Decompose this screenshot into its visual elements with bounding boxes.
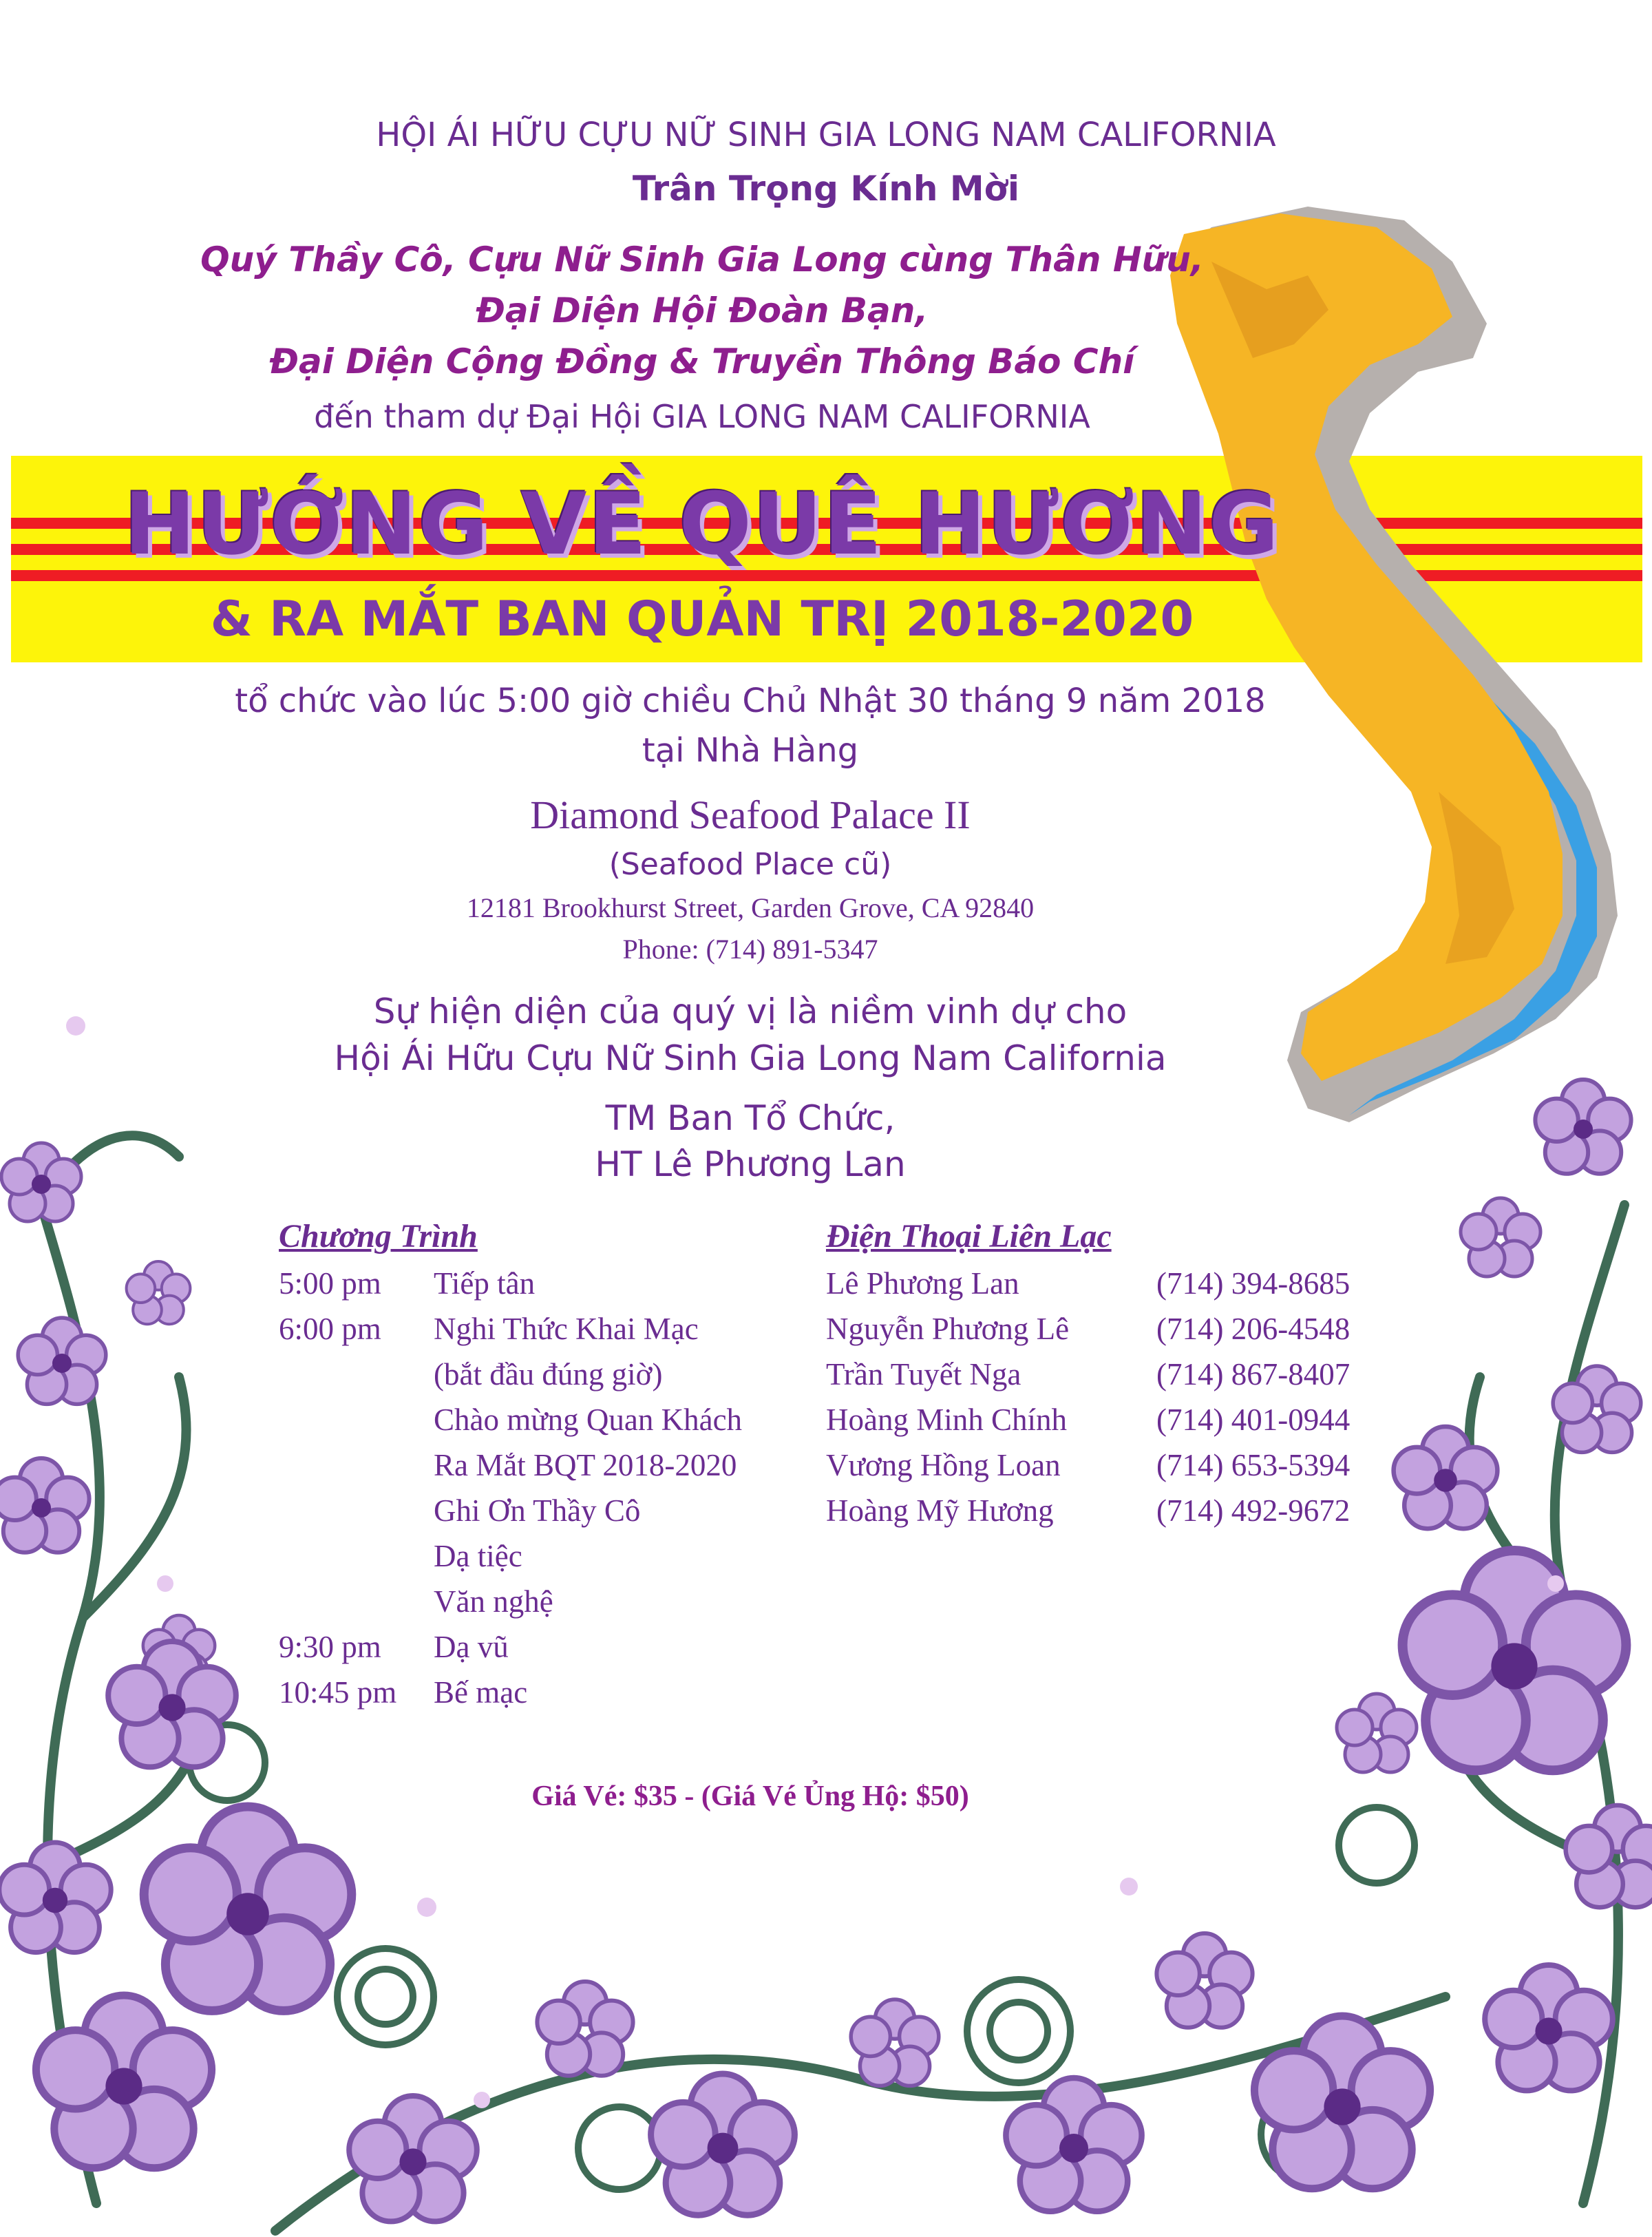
program-item: (bắt đầu đúng giờ): [434, 1357, 663, 1391]
contact-name: Hoàng Mỹ Hương: [826, 1493, 1054, 1528]
invited-guests-line-3: Đại Diện Cộng Đồng & Truyền Thông Báo Chí: [269, 342, 1135, 381]
ticket-price: Giá Vé: $35 - (Giá Vé Ủng Hộ: $50): [531, 1781, 969, 1812]
invited-guests-line-1: Quý Thầy Cô, Cựu Nữ Sinh Gia Long cùng Thân Hữu,: [200, 240, 1204, 280]
program-time: 9:30 pm: [279, 1630, 381, 1664]
program-time: 6:00 pm: [279, 1312, 381, 1346]
program-item: Nghi Thức Khai Mạc: [434, 1312, 699, 1346]
contacts-heading: Điện Thoại Liên Lạc: [826, 1218, 1112, 1254]
program-item: Ghi Ơn Thầy Cô: [434, 1493, 641, 1528]
contact-name: Nguyễn Phương Lê: [826, 1312, 1070, 1346]
invitation-line: Trân Trọng Kính Mời: [632, 169, 1020, 209]
restaurant-address: 12181 Brookhurst Street, Garden Grove, CA 92840: [466, 892, 1035, 923]
program-time: 10:45 pm: [279, 1675, 397, 1710]
banner-subtitle: & RA MẮT BAN QUẢN TRỊ 2018-2020: [210, 591, 1194, 647]
honor-line-1: Sự hiện diện của quý vị là niềm vinh dự cho: [373, 991, 1127, 1031]
program-item: Dạ tiệc: [434, 1539, 522, 1573]
restaurant-phone: Phone: (714) 891-5347: [622, 934, 878, 965]
signature-line-2: HT Lê Phương Lan: [595, 1144, 906, 1184]
invited-guests-line-2: Đại Diện Hội Đoàn Bạn,: [476, 291, 929, 330]
program-item: Ra Mắt BQT 2018-2020: [434, 1448, 737, 1482]
program-item: Tiếp tân: [434, 1266, 536, 1301]
restaurant-name: Diamond Seafood Palace II: [530, 792, 971, 837]
restaurant-old-name: (Seafood Place cũ): [608, 847, 892, 882]
floral-decoration: [0, 1016, 1652, 2231]
honor-line-2: Hội Ái Hữu Cựu Nữ Sinh Gia Long Nam California: [334, 1038, 1167, 1078]
contact-phone: (714) 653-5394: [1156, 1448, 1351, 1482]
program-item: Chào mừng Quan Khách: [434, 1403, 743, 1437]
contact-name: Vương Hồng Loan: [826, 1448, 1061, 1482]
contact-phone: (714) 492-9672: [1156, 1493, 1351, 1528]
contact-phone: (714) 401-0944: [1156, 1403, 1351, 1437]
program-item: Văn nghệ: [434, 1584, 553, 1619]
contact-name: Trần Tuyết Nga: [826, 1357, 1021, 1391]
attend-line: đến tham dự Đại Hội GIA LONG NAM CALIFORNIA: [314, 398, 1090, 435]
venue-intro: tại Nhà Hàng: [642, 731, 859, 770]
contact-name: Hoàng Minh Chính: [826, 1403, 1068, 1437]
organization-name: HỘI ÁI HỮU CỰU NỮ SINH GIA LONG NAM CALIFORNIA: [376, 116, 1276, 154]
program-item: Bế mạc: [434, 1675, 528, 1710]
contact-name: Lê Phương Lan: [826, 1266, 1019, 1301]
event-time: tổ chức vào lúc 5:00 giờ chiều Chủ Nhật 30 tháng 9 năm 2018: [235, 682, 1266, 720]
program-item: Dạ vũ: [434, 1630, 509, 1664]
contact-phone: (714) 867-8407: [1156, 1357, 1351, 1391]
banner-title: HƯỚNG VỀ QUÊ HƯƠNG: [124, 475, 1280, 574]
contact-phone: (714) 394-8685: [1156, 1266, 1351, 1301]
program-heading: Chương Trình: [279, 1218, 478, 1254]
signature-line-1: TM Ban Tổ Chức,: [605, 1098, 896, 1138]
program-time: 5:00 pm: [279, 1266, 381, 1301]
contact-phone: (714) 206-4548: [1156, 1312, 1351, 1346]
